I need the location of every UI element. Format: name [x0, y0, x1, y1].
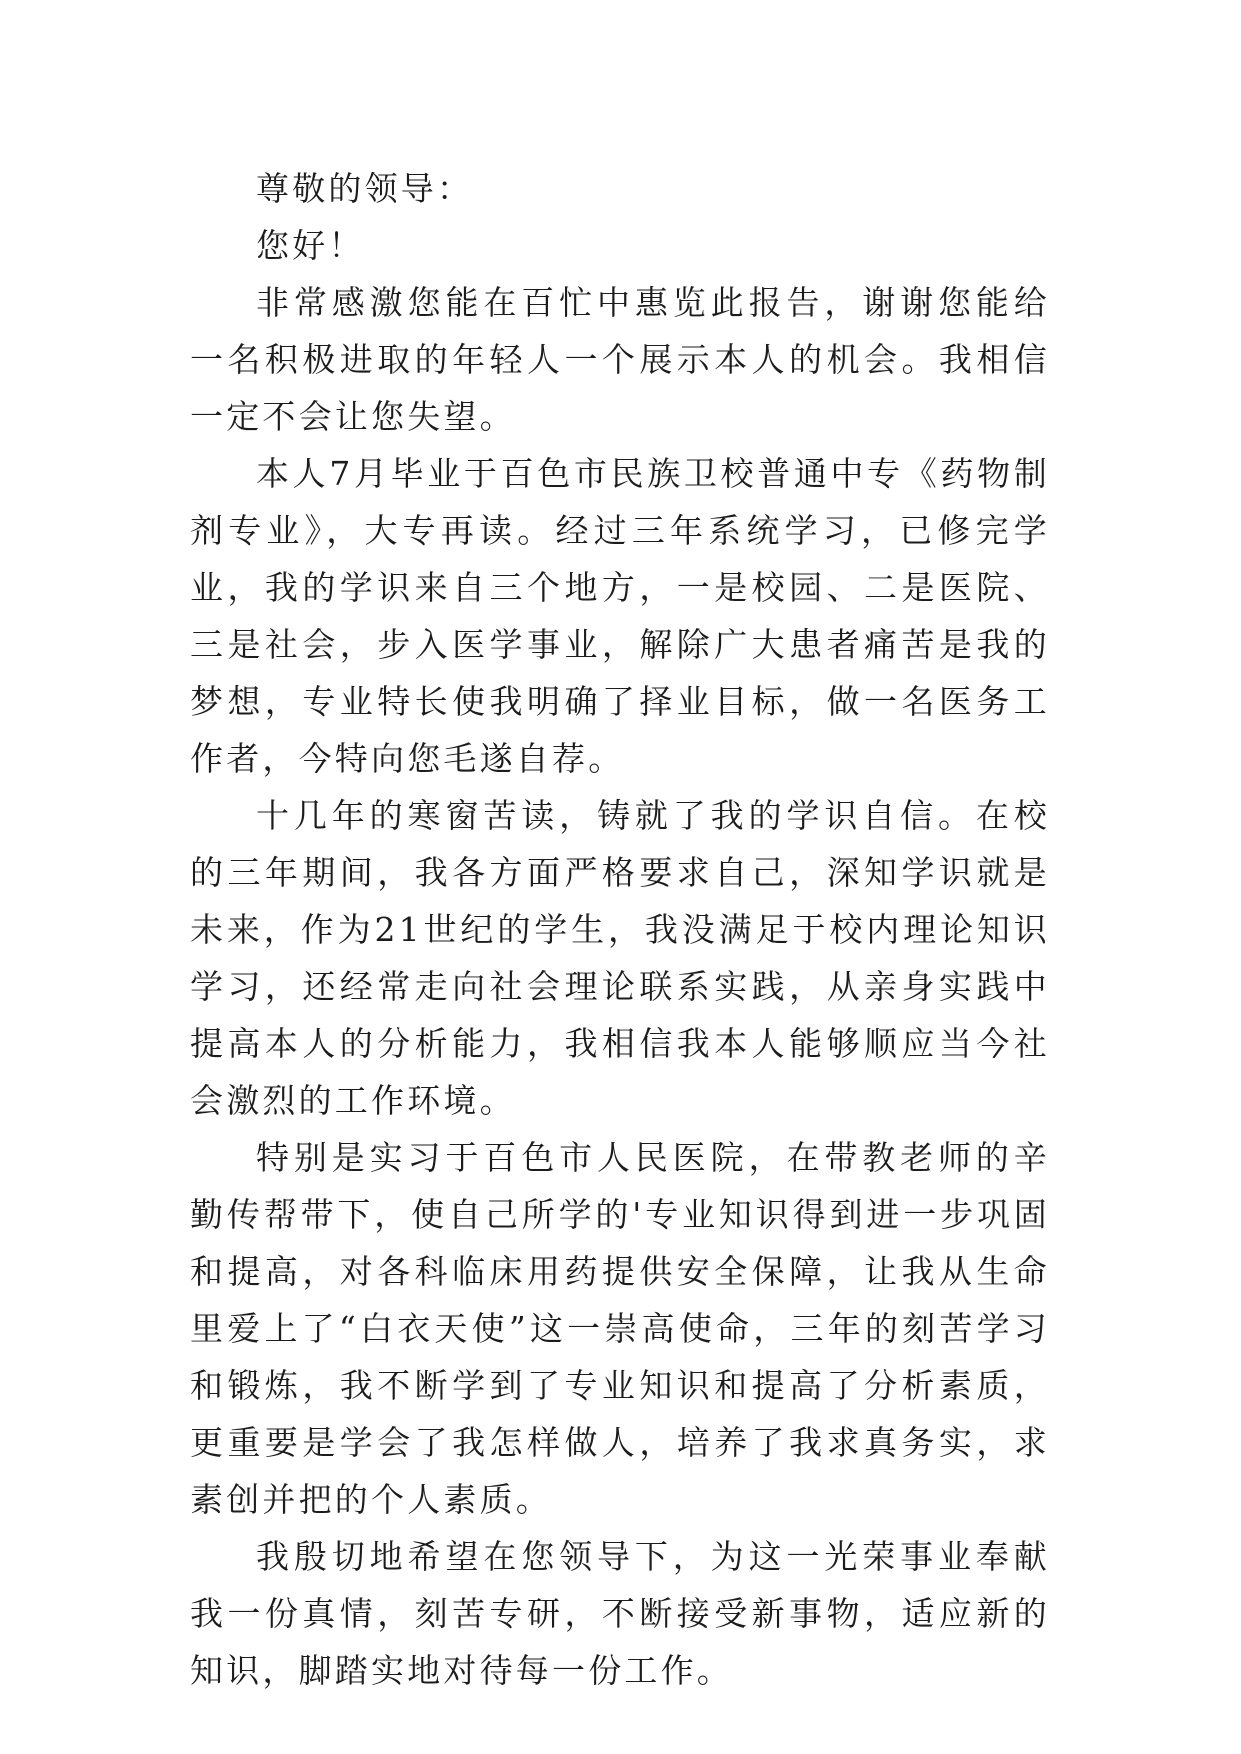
paragraph: 本人7月毕业于百色市民族卫校普通中专《药物制剂专业》，大专再读。经过三年系统学习，已修完学业，我的学识来自三个地方，一是校园、二是医院、三是社会，步入医学事业，解除广大患者痛苦是我的梦想，专业特长使我明确了择业目标，做一名医务工作者，今特向您毛遂自荐。 [190, 454, 1050, 778]
salutation: 尊敬的领导： [256, 169, 474, 208]
paragraph: 十几年的寒窗苦读，铸就了我的学识自信。在校的三年期间，我各方面严格要求自己，深知学识就是未来，作为21世纪的学生，我没满足于校内理论知识学习，还经常走向社会理论联系实践，从亲身实践中提高本人的分析能力，我相信我本人能够顺应当今社会激烈的工作环境。 [190, 796, 1050, 1120]
greeting: 您好！ [256, 226, 365, 265]
paragraph: 特别是实习于百色市人民医院，在带教老师的辛勤传帮带下，使自己所学的'专业知识得到进一步巩固和提高，对各科临床用药提供安全保障，让我从生命里爱上了“白衣天使”这一崇高使命，三年的刻苦学习和锻炼，我不断学到了专业知识和提高了分析素质，更重要是学会了我怎样做人，培养了我求真务实，求素创并把的个人素质。 [190, 1138, 1050, 1519]
paragraph: 非常感激您能在百忙中惠览此报告，谢谢您能给一名积极进取的年轻人一个展示本人的机会。我相信一定不会让您失望。 [190, 283, 1050, 436]
paragraph: 我殷切地希望在您领导下，为这一光荣事业奉献我一份真情，刻苦专研，不断接受新事物，适应新的知识，脚踏实地对待每一份工作。 [190, 1537, 1050, 1690]
letter-body [190, 160, 1050, 1699]
